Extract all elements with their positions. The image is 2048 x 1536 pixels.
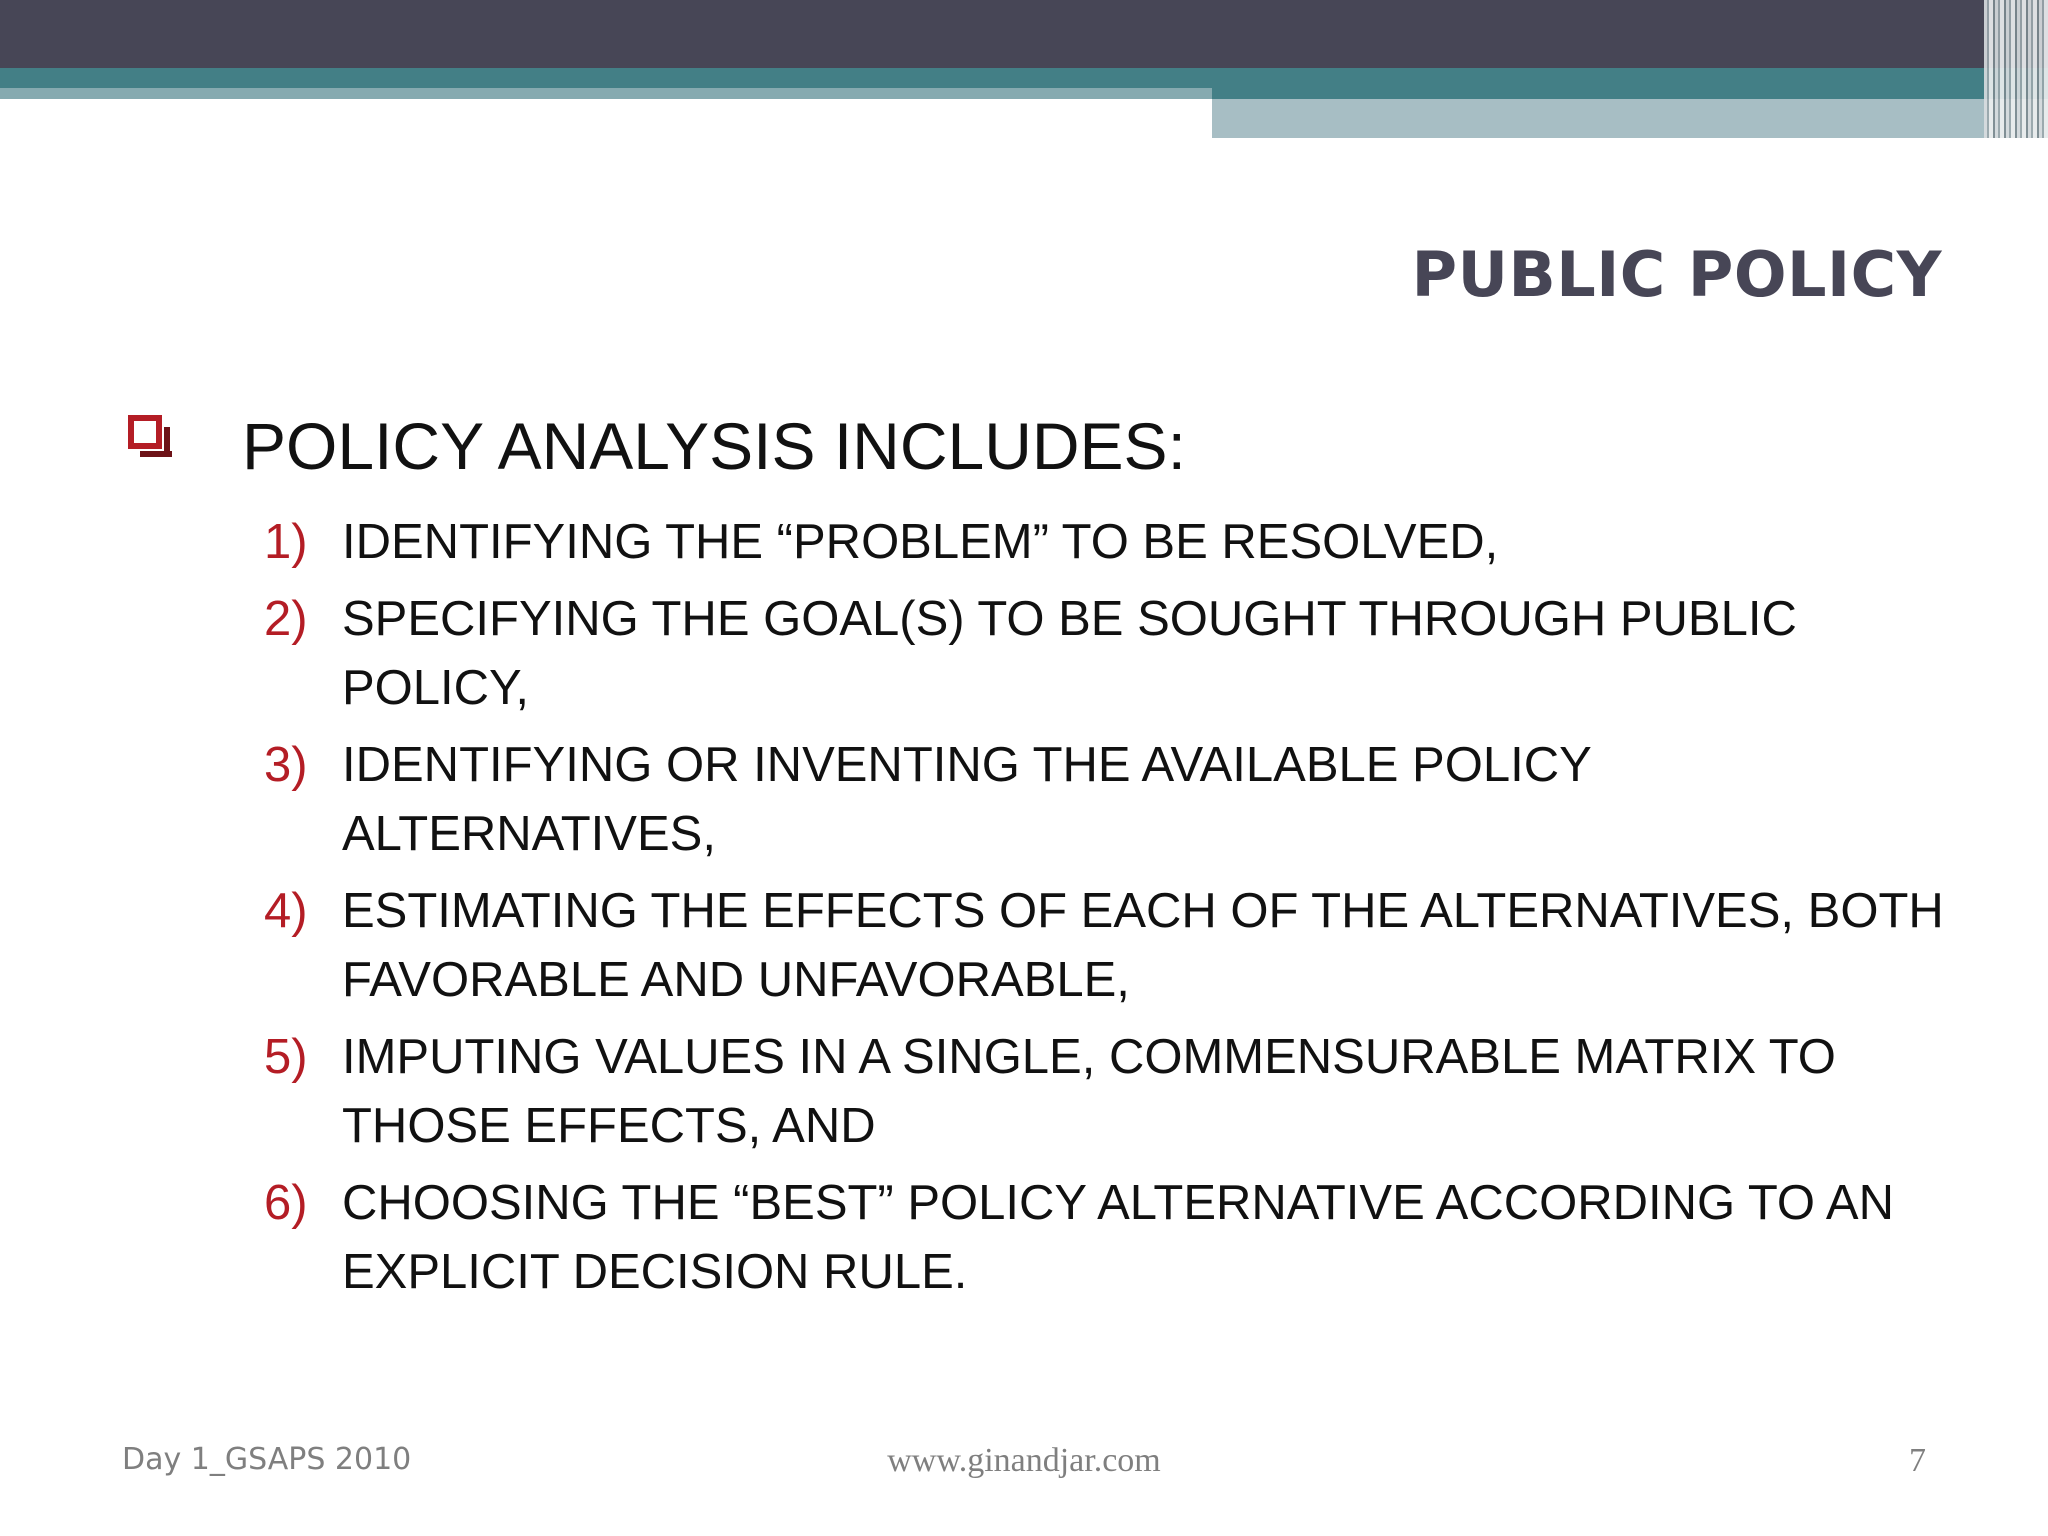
list-number: 6)	[264, 1176, 308, 1230]
list-item-text: IMPUTING VALUES IN A SINGLE, COMMENSURABLE MATRIX TO THOSE EFFECTS, AND	[342, 1030, 1836, 1153]
list-item	[264, 877, 1964, 1015]
numbered-list	[264, 508, 1964, 1315]
page-number: 7	[1909, 1442, 1926, 1479]
list-number: 4)	[264, 884, 308, 938]
list-item	[264, 508, 1964, 577]
list-number: 1)	[264, 515, 308, 569]
bullet-heading: POLICY ANALYSIS INCLUDES:	[242, 409, 1186, 483]
list-item-text: ESTIMATING THE EFFECTS OF EACH OF THE ALTERNATIVES, BOTH FAVORABLE AND UNFAVORABLE,	[342, 884, 1944, 1007]
header-band-teal-light	[0, 88, 1212, 99]
list-item-text: CHOOSING THE “BEST” POLICY ALTERNATIVE ACCORDING TO AN EXPLICIT DECISION RULE.	[342, 1176, 1894, 1299]
list-item-text: SPECIFYING THE GOAL(S) TO BE SOUGHT THROUGH PUBLIC POLICY,	[342, 592, 1797, 715]
list-item-text: IDENTIFYING THE “PROBLEM” TO BE RESOLVED,	[342, 515, 1499, 569]
list-item	[264, 1169, 1964, 1307]
header-stripes	[1984, 0, 2048, 138]
list-number: 5)	[264, 1030, 308, 1084]
list-number: 2)	[264, 592, 308, 646]
list-item-text: IDENTIFYING OR INVENTING THE AVAILABLE POLICY ALTERNATIVES,	[342, 738, 1591, 861]
list-item	[264, 585, 1964, 723]
slide-title: PUBLIC POLICY	[1411, 238, 1942, 311]
list-number: 3)	[264, 738, 308, 792]
header-band-pale	[1212, 99, 2048, 138]
list-item	[264, 731, 1964, 869]
bullet-row	[128, 415, 162, 449]
list-item	[264, 1023, 1964, 1161]
footer-url: www.ginandjar.com	[887, 1442, 1161, 1479]
header-band-dark	[0, 0, 2048, 68]
checkbox-bullet-icon	[128, 415, 162, 449]
footer-left-text: Day 1_GSAPS 2010	[122, 1442, 412, 1477]
